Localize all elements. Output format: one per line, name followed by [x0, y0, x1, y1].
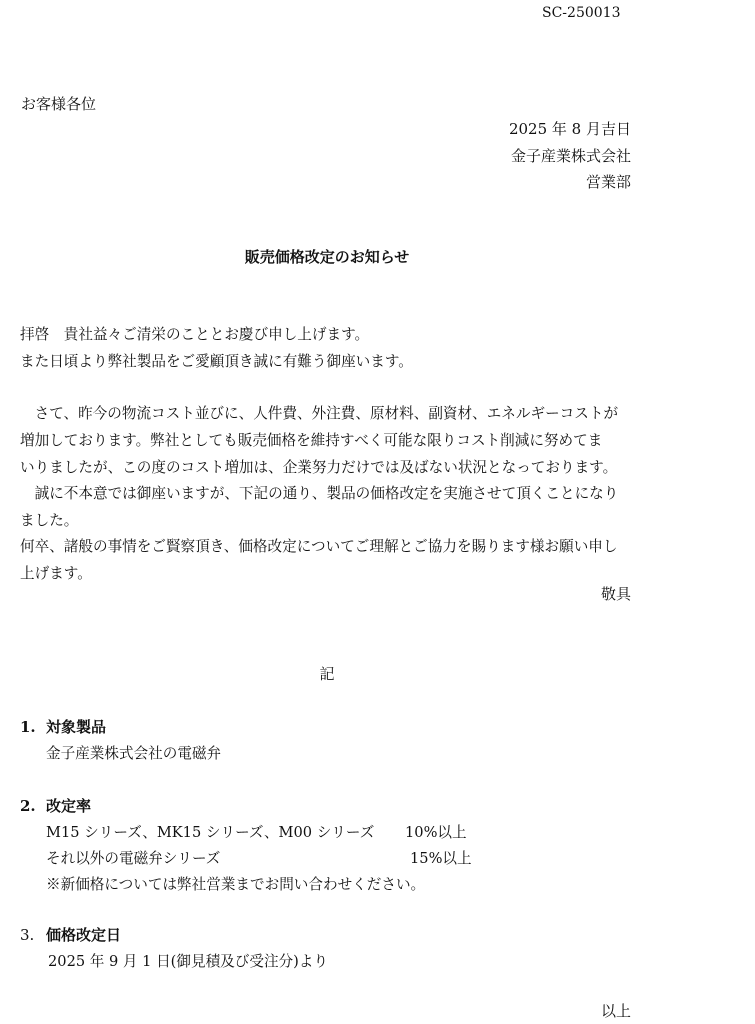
- addressee: お客様各位: [21, 95, 97, 113]
- section-products-text: 金子産業株式会社の電磁弁: [46, 745, 222, 762]
- section-title: 価格改定日: [46, 926, 122, 944]
- rate-row-label: M15 シリーズ、MK15 シリーズ、M00 シリーズ: [46, 824, 375, 841]
- company-name: 金子産業株式会社: [510, 147, 631, 165]
- body-line: 上げます。: [20, 565, 92, 582]
- body-line: 何卒、諸般の事情をご賢察頂き、価格改定についてご理解とご協力を賜ります様お願い申し: [20, 538, 618, 555]
- section-rates-heading: [20, 795, 91, 816]
- rate-note: ※新価格については弊社営業までお問い合わせください。: [46, 876, 426, 893]
- body-line: また日頃より弊社製品をご愛顧頂き誠に有難う御座います。: [20, 353, 413, 370]
- section-number: 3.: [20, 926, 35, 944]
- section-number: 1.: [20, 718, 36, 736]
- body-line: いりましたが、この度のコスト増加は、企業努力だけでは及ばない状況となっております。: [20, 459, 618, 476]
- department-name: 営業部: [585, 173, 631, 191]
- section-title: 対象製品: [46, 718, 107, 736]
- body-line: 増加しております。弊社としても販売価格を維持すべく可能な限りコスト削減に努めてま: [20, 432, 603, 449]
- end-mark: 以上: [600, 1002, 631, 1020]
- closing-word: 敬具: [600, 585, 631, 603]
- section-date-heading: [20, 924, 121, 945]
- section-date-text: 2025 年 9 月 1 日(御見積及び受注分)より: [48, 953, 329, 970]
- section-products-heading: [20, 716, 106, 737]
- document-title: 販売価格改定のお知らせ: [244, 248, 410, 266]
- body-line: さて、昨今の物流コスト並びに、人件費、外注費、原材料、副資材、エネルギーコストが: [20, 405, 619, 422]
- body-line: 誠に不本意では御座いますが、下記の通り、製品の価格改定を実施させて頂くことになり: [20, 485, 619, 502]
- issue-date: 2025 年 8 月吉日: [508, 120, 631, 138]
- body-line: ました。: [20, 512, 79, 529]
- rate-row-label: それ以外の電磁弁シリーズ: [46, 850, 221, 867]
- document-number: SC-250013: [542, 5, 621, 21]
- body-line: 拝啓 貴社益々ご清栄のこととお慶び申し上げます。: [20, 326, 370, 343]
- section-title: 改定率: [46, 797, 92, 815]
- rate-row-value: 10%以上: [405, 824, 467, 841]
- rate-row-value: 15%以上: [410, 850, 472, 867]
- ki-heading: 記: [319, 665, 335, 683]
- section-number: 2.: [20, 797, 36, 815]
